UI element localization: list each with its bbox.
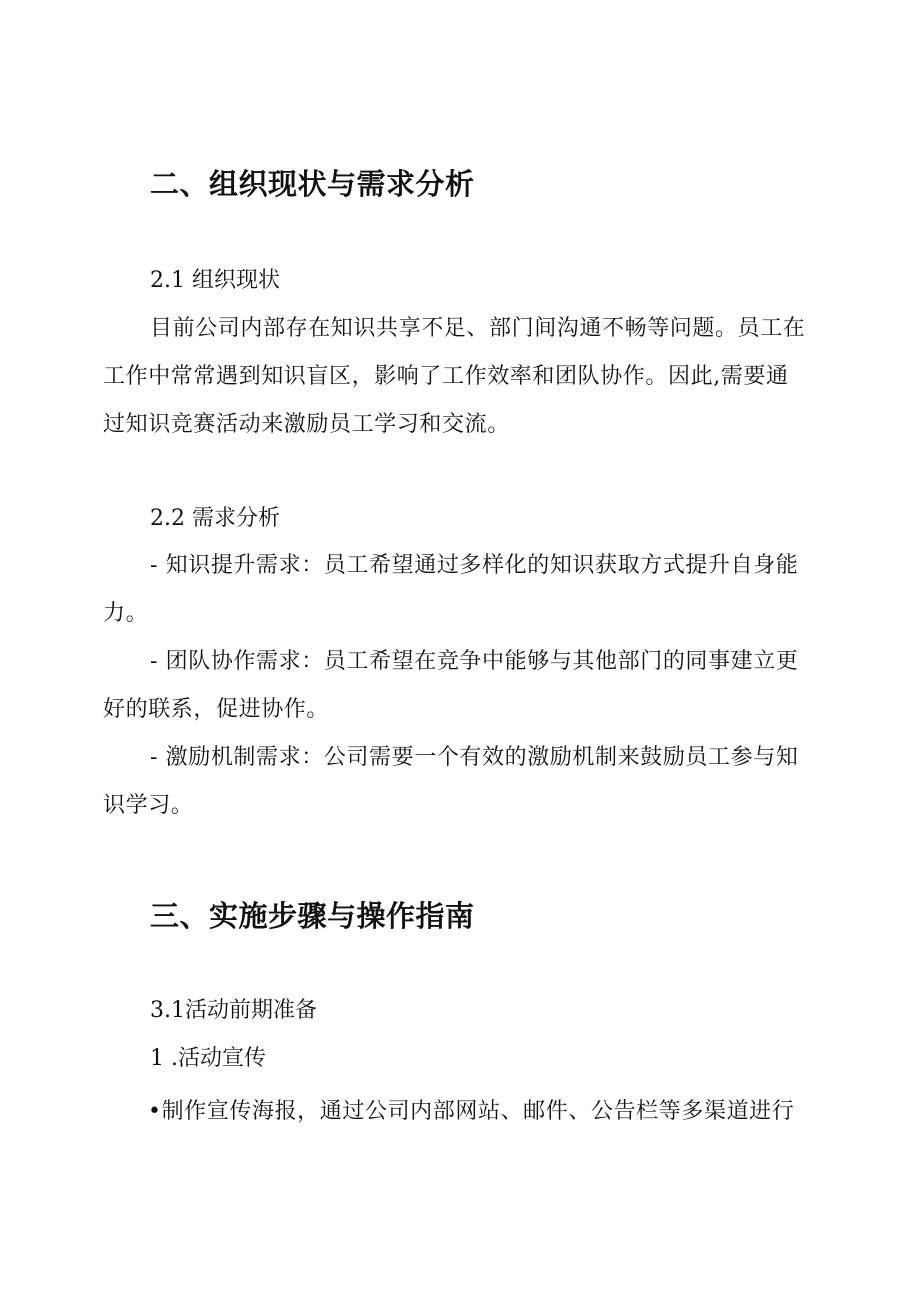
list-item-line: 识学习。 (103, 793, 194, 818)
subsection-title-3-1: 3.1活动前期准备 (150, 998, 317, 1023)
list-item-line: 力。 (103, 601, 149, 626)
subsection-title-2-2: 2.2 需求分析 (150, 506, 280, 531)
section-heading-3: 三、实施步骤与操作指南 (150, 899, 475, 933)
list-item-line: - 知识提升需求：员工希望通过多样化的知识获取方式提升自身能 (150, 553, 799, 578)
list-item-line: - 激励机制需求：公司需要一个有效的激励机制来鼓励员工参与知 (150, 745, 799, 770)
paragraph-line: 目前公司内部存在知识共享不足、部门间沟通不畅等问题。员工在 (150, 316, 806, 341)
paragraph-organization-status (103, 305, 805, 449)
list-item-knowledge-need (103, 542, 798, 638)
list-item-incentive-need (103, 734, 798, 830)
list-item-teamwork-need (103, 638, 798, 734)
list-item-line: - 团队协作需求：员工希望在竞争中能够与其他部门的同事建立更 (150, 649, 799, 674)
paragraph-line: 过知识竞赛活动来激励员工学习和交流。 (103, 412, 510, 437)
bullet-line: •制作宣传海报，通过公司内部网站、邮件、公告栏等多渠道进行 (148, 1099, 795, 1124)
bullet-item-poster (148, 1088, 794, 1136)
section-heading-2: 二、组织现状与需求分析 (150, 167, 475, 201)
subsection-title-2-1: 2.1 组织现状 (150, 268, 280, 293)
item-title-activity-promotion: 1 .活动宣传 (150, 1046, 266, 1071)
paragraph-line: 工作中常常遇到知识盲区，影响了工作效率和团队协作。因此,需要通 (103, 364, 789, 389)
list-item-line: 好的联系，促进协作。 (103, 697, 330, 722)
